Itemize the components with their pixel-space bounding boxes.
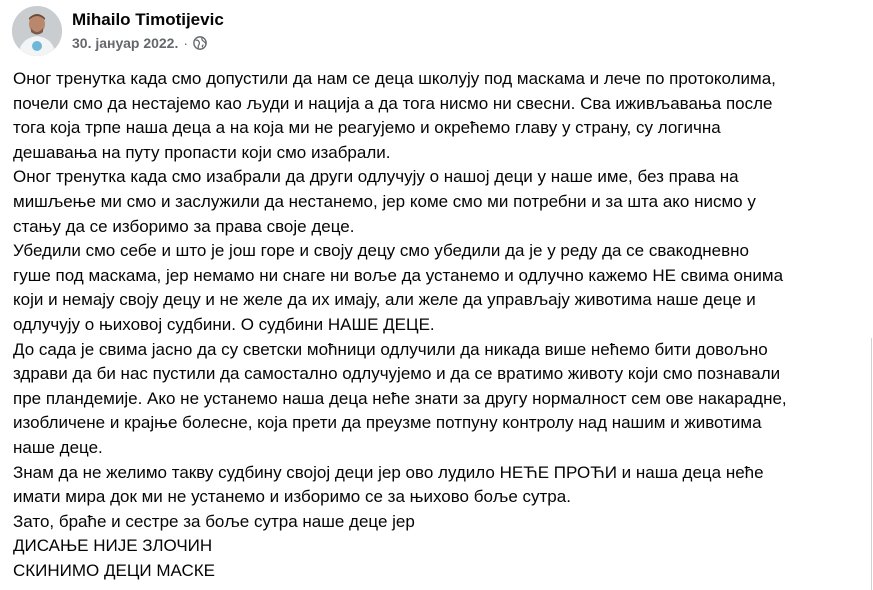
post-line: који и немају своју децу и не желе да их имају, али желе да управљају животима наше деце и [13, 290, 756, 310]
post-line: мишљење ми смо и заслужили да нестанемо, јер коме смо ми потребни и за шта ако нисмо у [13, 191, 756, 211]
separator-dot: · [183, 35, 189, 51]
globe-icon[interactable] [193, 36, 207, 50]
post-line: СКИНИМО ДЕЦИ МАСКЕ [13, 560, 216, 580]
post-line: тога која трпе наша деца а на која ми не реагујемо и окрећемо главу у страну, су логична [13, 118, 721, 138]
post-line: Знам да не желимо такву судбину својој деци јер ово лудило НЕЋЕ ПРОЋИ и наша деца неће [13, 462, 764, 482]
post-line: одлучују о њиховој судбини. О судбини НАШЕ ДЕЦЕ. [13, 314, 435, 334]
profile-photo-icon [12, 6, 62, 56]
avatar[interactable] [12, 6, 62, 56]
post-meta [72, 6, 224, 51]
author-name[interactable]: Mihailo Timotijevic [72, 10, 224, 29]
post-subline [72, 35, 224, 51]
globe-icon-svg [193, 36, 207, 50]
post-line: имати мира док ми не устанемо и изборимо се за њихово боље сутра. [13, 487, 571, 507]
post-line: дешавања на путу пропасти који смо изабрали. [13, 142, 391, 162]
post-line: До сада је свима јасно да су светски моћници одлучили да никада више нећемо бити довољно [13, 339, 768, 359]
post-line: наше деце. [13, 437, 103, 457]
post-header [12, 6, 224, 56]
post-line: Оног тренутка када смо допустили да нам се деца школују под маскама и лече по протоколима, [13, 69, 776, 88]
post-line: Зато, браће и сестре за боље сутра наше деце јер [13, 511, 415, 531]
post-line: стању да се изборимо за права своје деце. [13, 216, 355, 236]
post-date[interactable]: 30. јануар 2022. [72, 35, 179, 51]
scroll-edge-divider [871, 338, 872, 590]
post-line: гуше под маскама, јер немамо ни снаге ни воље да устанемо и одлучно кажемо НЕ свима онима [13, 265, 784, 285]
post-line: изобличене и крајње болесне, која прети да преузме потпуну контролу над нашим и животима [13, 413, 762, 433]
post-line: здрави да би нас пустили да самостално одлучујемо и да се вратимо животу који смо познавали [13, 364, 781, 384]
post-line: ДИСАЊЕ НИЈЕ ЗЛОЧИН [13, 536, 213, 556]
post-line: Оног тренутка када смо изабрали да други одлучују о нашој деци у наше име, без права на [13, 167, 739, 187]
post-line: почели смо да нестајемо као људи и нација а да тога нисмо ни свесни. Сва иживљавања после [13, 93, 773, 113]
post-line: пре пландемије. Ако не устанемо наша деца неће знати за другу нормалност сем ове накарадне, [13, 388, 787, 408]
post-line: Убедили смо себе и што је још горе и своју децу смо убедили да је у реду да се свакодневно [13, 241, 750, 261]
post-body [13, 67, 865, 583]
